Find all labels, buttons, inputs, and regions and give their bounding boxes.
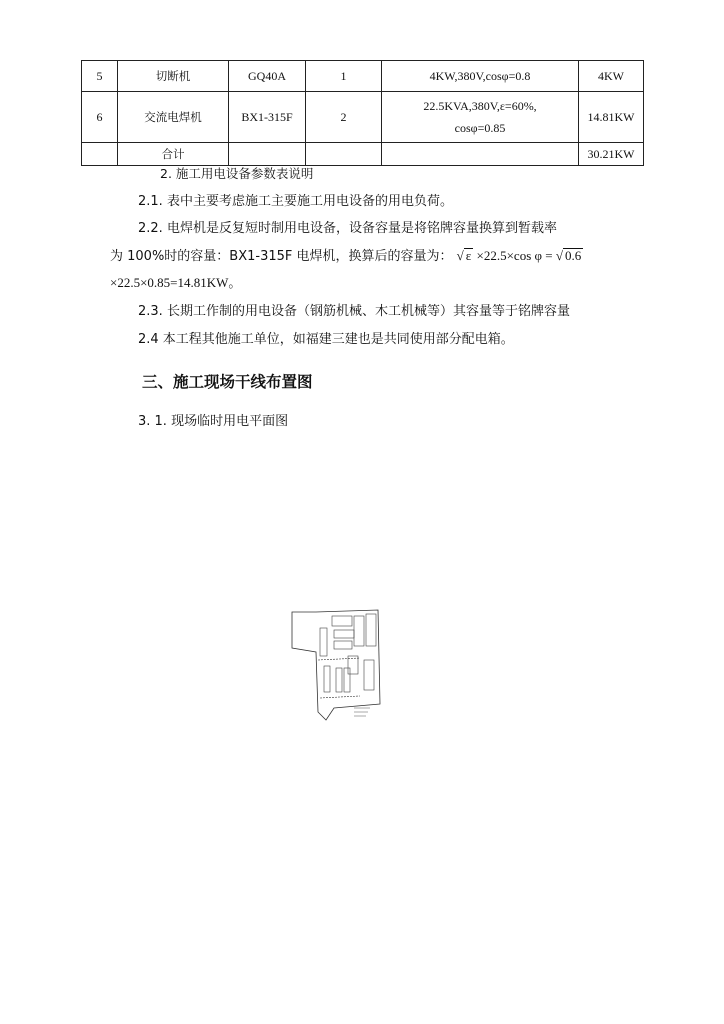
sqrt-value: 0.6 bbox=[564, 248, 582, 263]
equipment-table bbox=[81, 60, 644, 166]
note-2-2-line2 bbox=[110, 245, 583, 264]
cell-name: 交流电焊机 bbox=[118, 92, 229, 143]
cell-no bbox=[82, 143, 118, 166]
cell-model bbox=[229, 143, 306, 166]
cell-param bbox=[382, 92, 579, 143]
table-row bbox=[82, 92, 644, 143]
note-2-2-line3: ×22.5×0.85=14.81KW。 bbox=[110, 275, 242, 290]
cell-no: 5 bbox=[82, 61, 118, 92]
notes-heading: 2. 施工用电设备参数表说明 bbox=[160, 166, 314, 181]
cell-name: 切断机 bbox=[118, 61, 229, 92]
cell-no: 6 bbox=[82, 92, 118, 143]
site-power-plan-thumbnail bbox=[290, 608, 390, 728]
param-line: 22.5KVA,380V,ε=60%, bbox=[423, 99, 537, 113]
formula-middle: ×22.5×cos φ = bbox=[476, 248, 556, 263]
cell-capacity: 30.21KW bbox=[579, 143, 644, 166]
sqrt-symbol-2: √ bbox=[555, 248, 563, 263]
note-2-1: 2.1. 表中主要考虑施工主要施工用电设备的用电负荷。 bbox=[138, 194, 453, 209]
cell-model: GQ40A bbox=[229, 61, 306, 92]
cell-param bbox=[382, 61, 579, 92]
cell-param bbox=[382, 143, 579, 166]
cell-capacity: 4KW bbox=[579, 61, 644, 92]
cell-model: BX1-315F bbox=[229, 92, 306, 143]
cell-name: 合计 bbox=[118, 143, 229, 166]
cell-qty: 2 bbox=[306, 92, 382, 143]
cell-qty bbox=[306, 143, 382, 166]
note-2-2-line2-text: 为 100%时的容量：BX1-315F 电焊机，换算后的容量为： bbox=[110, 249, 453, 264]
note-2-4: 2.4 本工程其他施工单位，如福建三建也是共同使用部分配电箱。 bbox=[138, 332, 514, 347]
note-2-3: 2.3. 长期工作制的用电设备（钢筋机械、木工机械等）其容量等于铭牌容量 bbox=[138, 304, 570, 319]
table-row bbox=[82, 61, 644, 92]
cell-capacity: 14.81KW bbox=[579, 92, 644, 143]
section-3-1-subtitle: 3. 1. 现场临时用电平面图 bbox=[138, 414, 289, 429]
welder-formula bbox=[457, 248, 584, 263]
param-line: cosφ=0.85 bbox=[454, 121, 506, 135]
cell-qty: 1 bbox=[306, 61, 382, 92]
section-3-title: 三、施工现场干线布置图 bbox=[142, 373, 313, 391]
note-2-2-line1: 2.2. 电焊机是反复短时制用电设备，设备容量是将铭牌容量换算到暂载率 bbox=[138, 221, 557, 236]
sqrt-symbol-1: √ bbox=[456, 248, 464, 263]
table-row bbox=[82, 143, 644, 166]
sqrt-epsilon: ε bbox=[465, 248, 472, 263]
param-line: 4KW,380V,cosφ=0.8 bbox=[429, 69, 531, 83]
